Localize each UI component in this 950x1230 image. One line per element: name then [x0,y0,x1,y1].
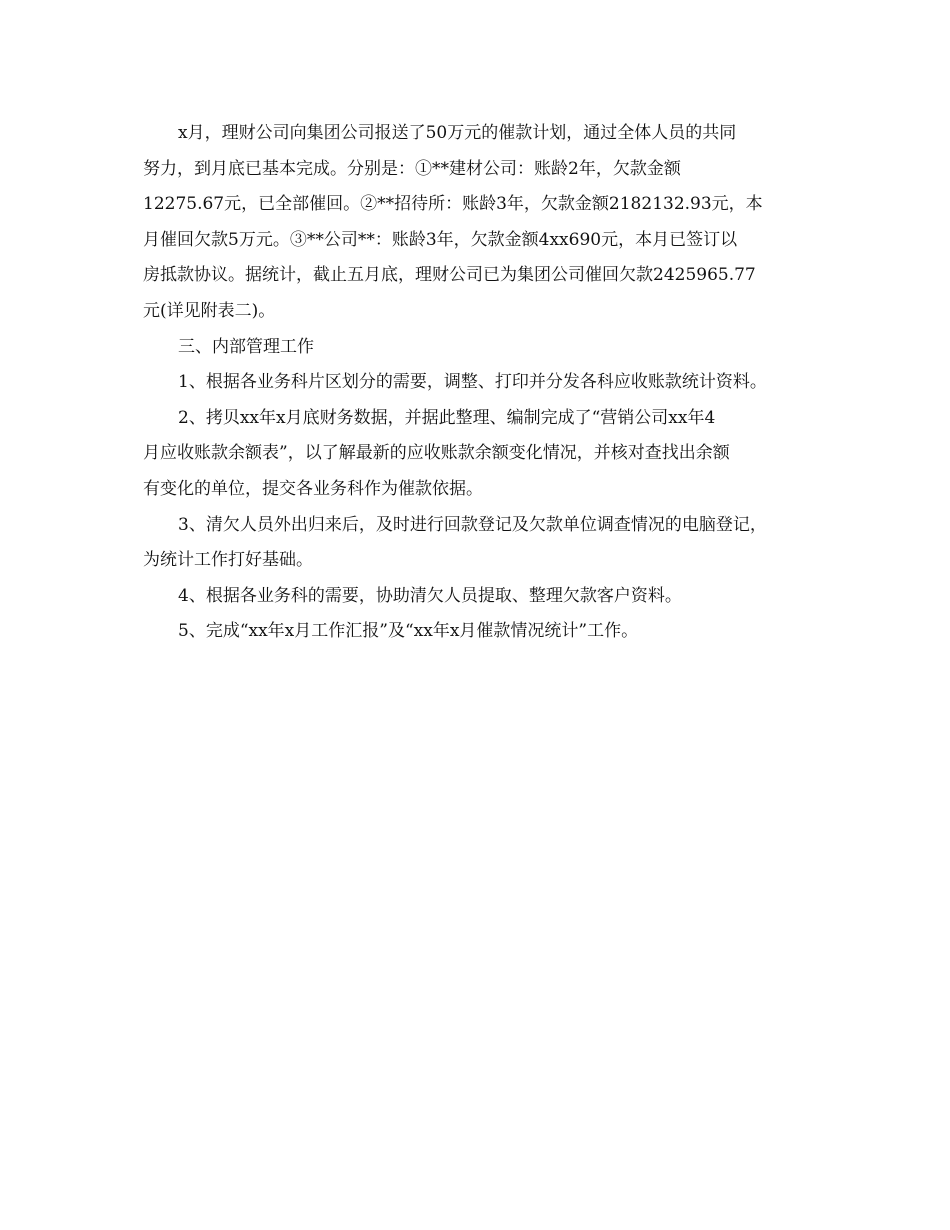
document-body [143,116,813,650]
paragraph-line: 努力，到月底已基本完成。分别是：①**建材公司：账龄2年，欠款金额 [143,158,681,179]
paragraph-line: 为统计工作打好基础。 [143,550,313,571]
paragraph-line: 元(详见附表二)。 [143,300,276,321]
paragraph-line: 月应收账款余额表”，以了解最新的应收账款余额变化情况，并核对查找出余额 [143,443,730,464]
paragraph-line: 有变化的单位，提交各业务科作为催款依据。 [143,478,483,499]
section-heading: 三、内部管理工作 [178,336,314,357]
paragraph-line: 房抵款协议。据统计，截止五月底，理财公司已为集团公司催回欠款2425965.77 [143,265,756,286]
list-item: 3、清欠人员外出归来后，及时进行回款登记及欠款单位调查情况的电脑登记， [178,514,767,535]
list-item: 5、完成“xx年x月工作汇报”及“xx年x月催款情况统计”工作。 [178,621,639,642]
paragraph-line: x月，理财公司向集团公司报送了50万元的催款计划，通过全体人员的共同 [178,123,737,143]
list-item: 2、拷贝xx年x月底财务数据，并据此整理、编制完成了“营销公司xx年4 [178,407,716,428]
list-item: 1、根据各业务科片区划分的需要，调整、打印并分发各科应收账款统计资料。 [178,372,767,393]
paragraph-line: 月催回欠款5万元。③**公司**：账龄3年，欠款金额4xx690元，本月已签订以 [143,229,738,250]
paragraph-line: 12275.67元，已全部催回。②**招待所：账龄3年，欠款金额2182132.93元，本 [143,194,763,215]
list-item: 4、根据各业务科的需要，协助清欠人员提取、整理欠款客户资料。 [178,585,682,606]
